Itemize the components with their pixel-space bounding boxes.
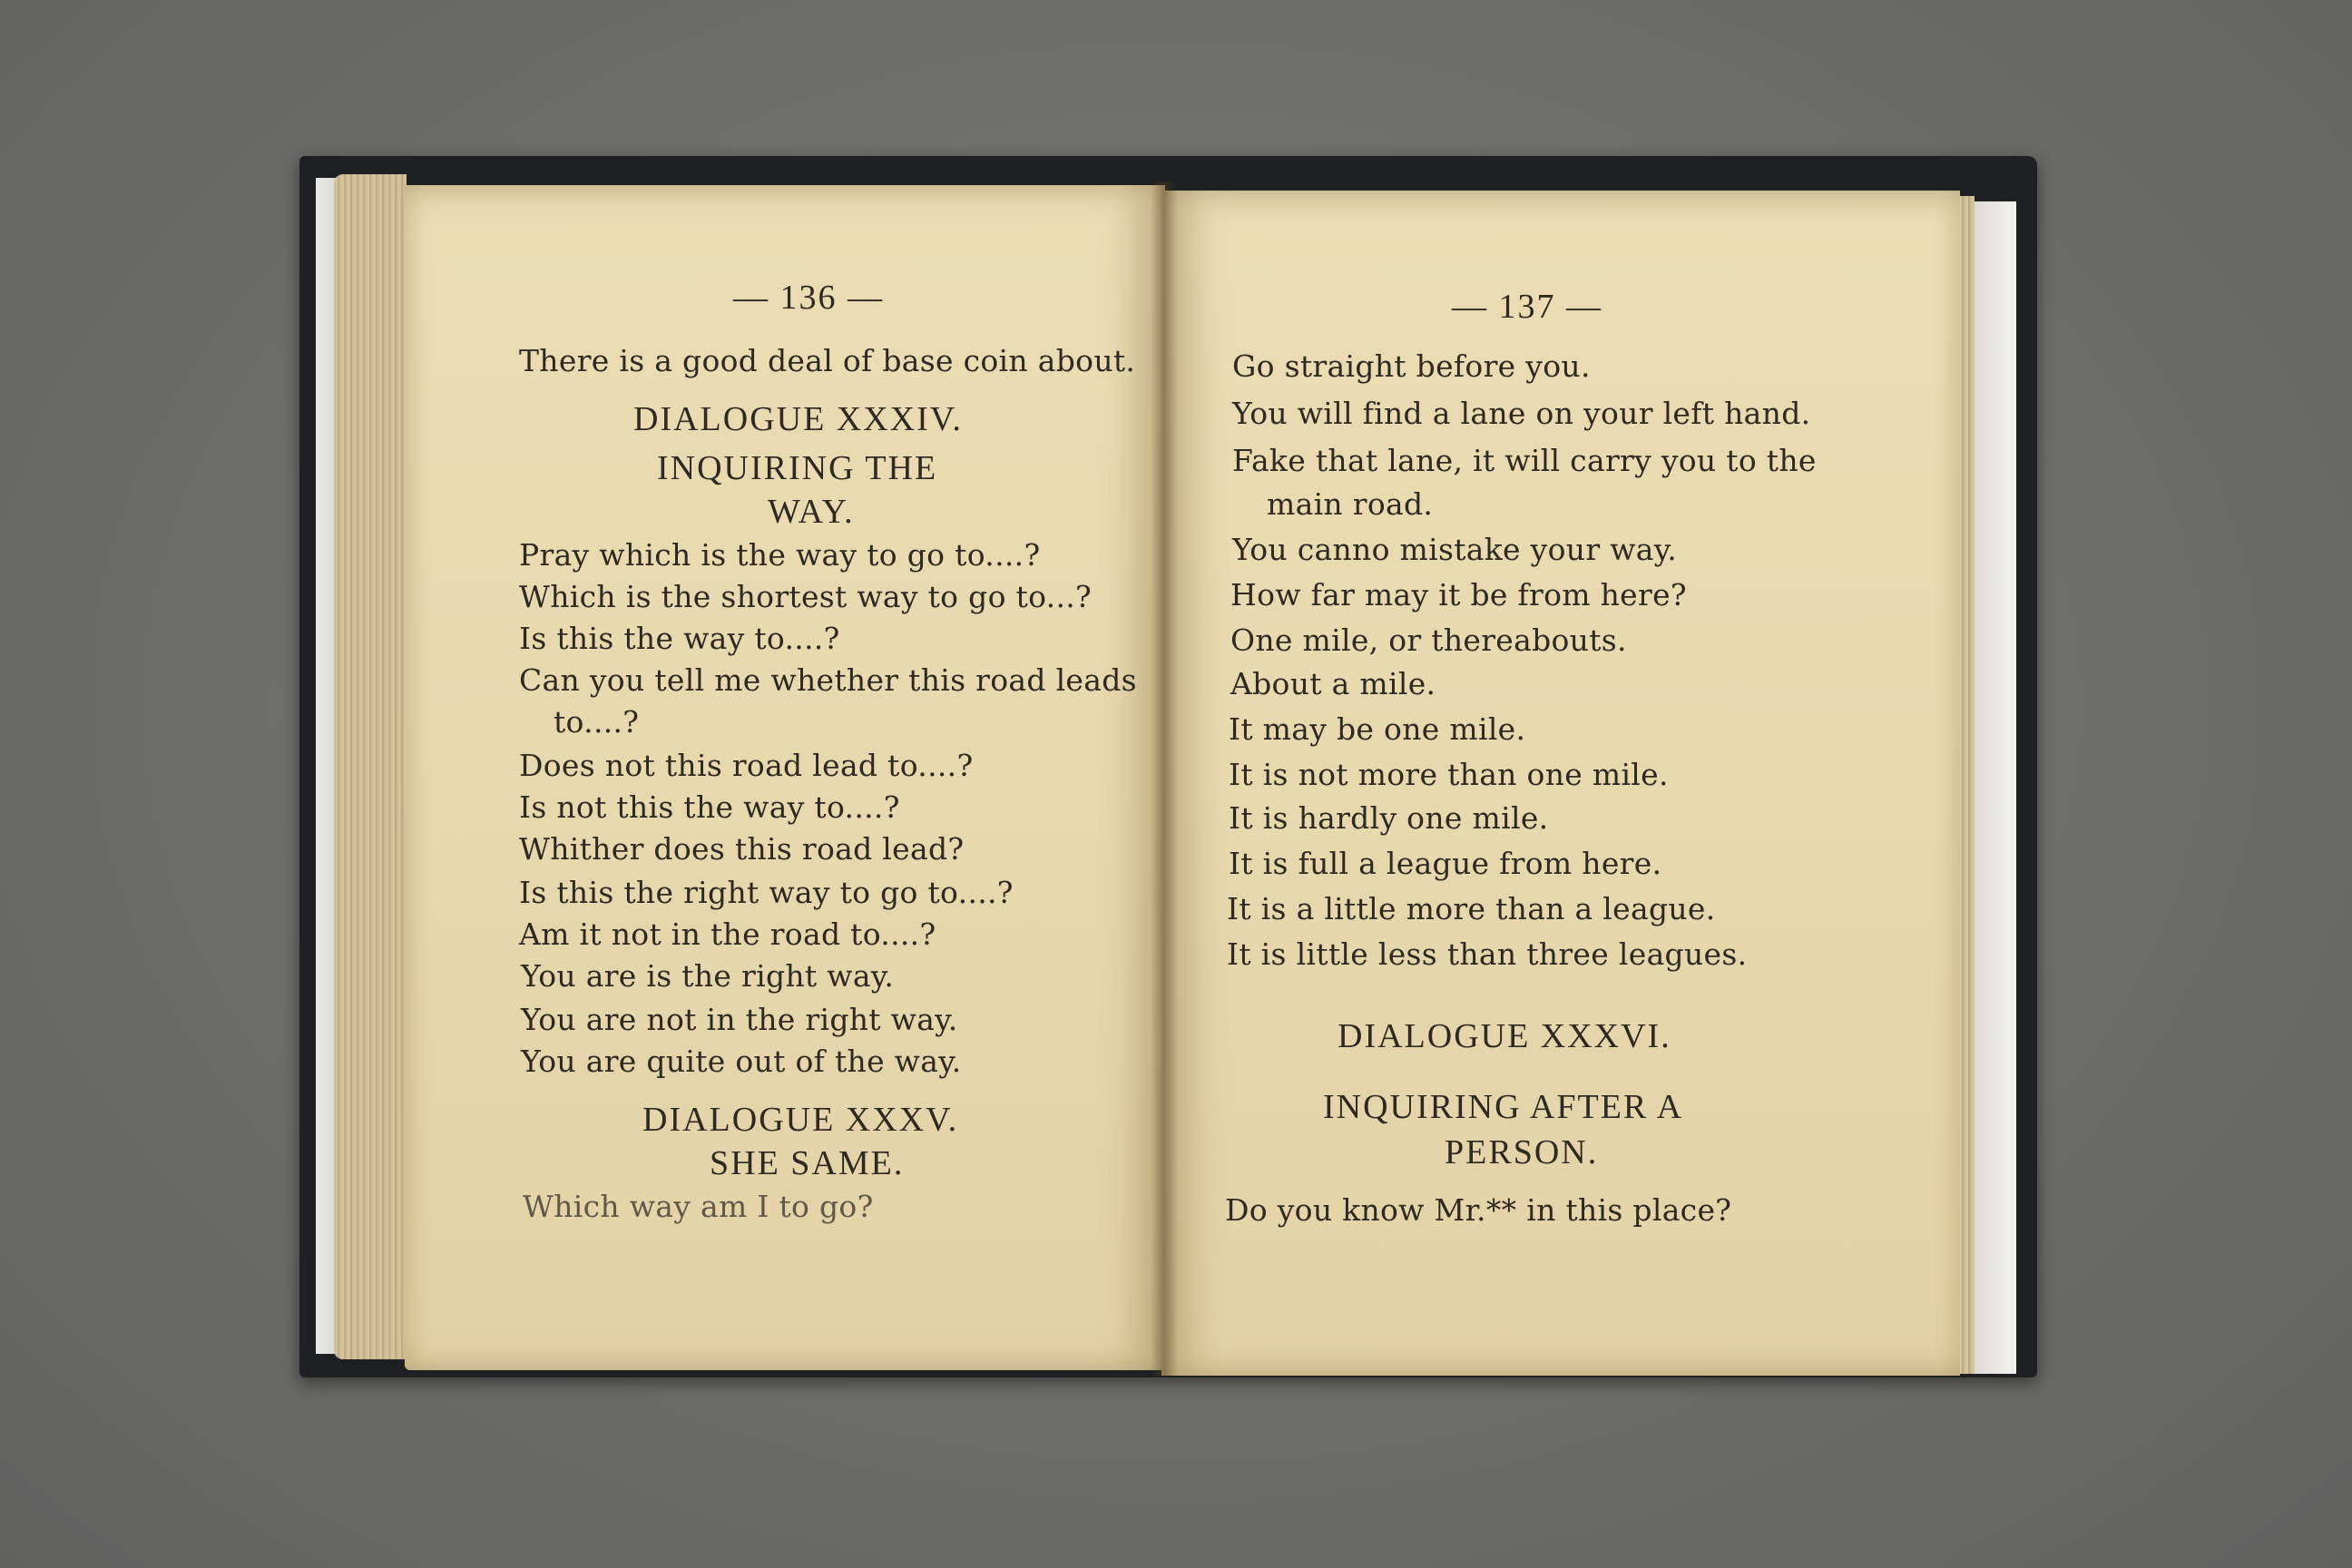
text-line: Is this the right way to go to....? — [519, 875, 1014, 910]
book-gutter — [1151, 181, 1178, 1376]
text-line: It is hardly one mile. — [1229, 800, 1549, 836]
text-line: It is a little more than a league. — [1227, 891, 1716, 926]
text-line: Do you know Mr.** in this place? — [1225, 1192, 1732, 1228]
text-line: One mile, or thereabouts. — [1230, 622, 1627, 658]
text-line: Pray which is the way to go to....? — [519, 537, 1041, 573]
text-line: You are quite out of the way. — [521, 1044, 962, 1079]
text-line: to....? — [554, 704, 640, 740]
dialogue-heading: DIALOGUE XXXVI. — [1338, 1017, 1671, 1055]
text-line: It is full a league from here. — [1229, 846, 1662, 881]
dialogue-subheading: INQUIRING AFTER A — [1323, 1088, 1684, 1126]
text-line: About a mile. — [1230, 666, 1436, 701]
text-line: Am it not in the road to....? — [519, 916, 936, 952]
text-line: Whither does this road lead? — [519, 831, 965, 867]
dialogue-subheading: INQUIRING THE — [657, 449, 938, 487]
text-line: It is not more than one mile. — [1229, 757, 1669, 792]
dialogue-heading: DIALOGUE XXXV. — [642, 1101, 959, 1139]
text-line: How far may it be from here? — [1230, 577, 1687, 612]
text-line: Fake that lane, it will carry you to the — [1232, 443, 1817, 478]
page-number-right: — 137 — — [1452, 288, 1602, 326]
text-line: You will find a lane on your left hand. — [1232, 396, 1811, 431]
text-line: Which is the shortest way to go to...? — [519, 579, 1093, 614]
dialogue-subheading: WAY. — [768, 493, 855, 531]
text-line: Is this the way to....? — [519, 621, 840, 656]
dialogue-heading: DIALOGUE XXXIV. — [633, 400, 963, 438]
text-line: Which way am I to go? — [523, 1189, 874, 1224]
cover-edge-right — [1969, 201, 2016, 1374]
text-line: Is not this the way to....? — [519, 789, 900, 825]
dialogue-subheading: SHE SAME. — [710, 1144, 905, 1182]
text-line: You are not in the right way. — [521, 1002, 958, 1037]
text-line: main road. — [1267, 486, 1434, 522]
text-line: It may be one mile. — [1229, 711, 1526, 747]
text-line: Can you tell me whether this road leads — [519, 662, 1137, 698]
text-line: There is a good deal of base coin about. — [519, 343, 1136, 378]
dialogue-subheading: PERSON. — [1445, 1133, 1599, 1171]
page-number-left: — 136 — — [733, 279, 884, 317]
text-line: It is little less than three leagues. — [1227, 936, 1748, 972]
text-line: You canno mistake your way. — [1232, 532, 1678, 567]
text-line: Does not this road lead to....? — [519, 748, 974, 783]
text-line: Go straight before you. — [1232, 348, 1591, 384]
page-stack-left — [334, 174, 407, 1359]
text-line: You are is the right way. — [521, 958, 895, 994]
